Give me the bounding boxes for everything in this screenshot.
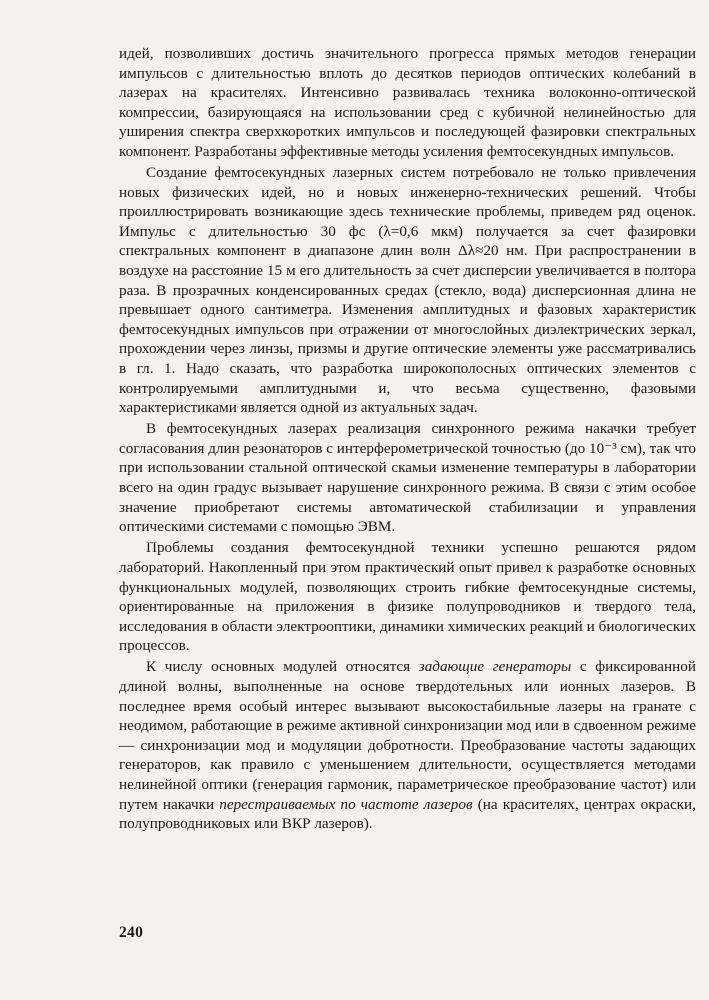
paragraph-5	[119, 657, 696, 833]
paragraph-5-term-tunable-lasers: перестраиваемых по частоте лазеров	[219, 795, 473, 813]
paragraph-4-text: Проблемы создания фемтосекундной техники успешно решаются рядом лабораторий. Накопленный при этом практический опыт привел к разработке основных функциональных модулей, позволяющих строить гибкие фемтосекундные системы, ориентированные на приложения в физике полупроводников и твердого тела, исследования в области электрооптики, динамики химических реакций и биологических процессов.	[119, 539, 696, 655]
paragraph-4	[119, 538, 696, 656]
paragraph-1-text: идей, позволивших достичь значительного прогресса прямых методов генерации импульсов с длительностью вплоть до десятков периодов оптических колебаний в лазерах на красителях. Интенсивно развивалась техника волоконно-оптической компрессии, базирующаяся на использовании сред с кубичной нелинейностью для уширения спектра сверхкоротких импульсов и последующей фазировки спектральных компонент. Разработаны эффективные методы усиления фемтосекундных импульсов.	[119, 45, 696, 160]
paragraph-5-text-b: с фиксированной длиной волны, выполненные на основе твердотельных или ионных лазеров. В последнее время особый интерес вызывают высокостабильные лазеры на гранате с неодимом, работающие в режиме активной синхронизации мод или в сдвоенном режиме — синхронизации мод и модуляции добротности. Преобразование частоты задающих генераторов, как правило с уменьшением длительности, осуществляется методами нелинейной оптики (генерация гармоник, параметрическое преобразование частот) или путем накачки	[119, 658, 696, 813]
paragraph-3	[119, 419, 696, 537]
paragraph-5-term-master-oscillators: задающие генераторы	[418, 658, 572, 676]
paragraph-2-text: Создание фемтосекундных лазерных систем потребовало не только привлечения новых физических идей, но и новых инженерно-технических решений. Чтобы проиллюстрировать возникающие здесь технические проблемы, приведем ряд оценок. Импульс с длительностью 30 фс (λ=0,6 мкм) получается за счет фазировки спектральных компонент в диапазоне длин волн Δλ≈20 нм. При распространении в воздухе на расстояние 15 м его длительность за счет дисперсии увеличивается в полтора раза. В прозрачных конденсированных средах (стекло, вода) дисперсионная длина не превышает одного сантиметра. Изменения амплитудных и фазовых характеристик фемтосекундных импульсов при отражении от многослойных диэлектрических зеркал, прохождении через линзы, призмы и другие оптические элементы уже рассматривались в гл. 1. Надо сказать, что разработка широкополосных оптических элементов с контролируемыми амплитудными и, что весьма существенно, фазовыми характеристиками является одной из актуальных задач.	[119, 164, 696, 417]
body-text	[119, 44, 696, 835]
paragraph-5-text-c: (на красителях, центрах окраски, полупроводниковых или ВКР лазеров).	[119, 795, 696, 833]
paragraph-1	[119, 44, 696, 162]
paragraph-3-text: В фемтосекундных лазерах реализация синхронного режима накачки требует согласования длин резонаторов с интерферометрической точностью (до 10⁻³ см), так что при использовании стальной оптической скамьи изменение температуры в лаборатории всего на один градус вызывает нарушение синхронного режима. В связи с этим особое значение приобретают системы автоматической стабилизации и управления оптическими системами с помощью ЭВМ.	[119, 420, 696, 536]
page-number: 240	[119, 924, 144, 941]
paragraph-5-text-a: К числу основных модулей относятся	[146, 658, 419, 676]
paragraph-2	[119, 163, 696, 418]
